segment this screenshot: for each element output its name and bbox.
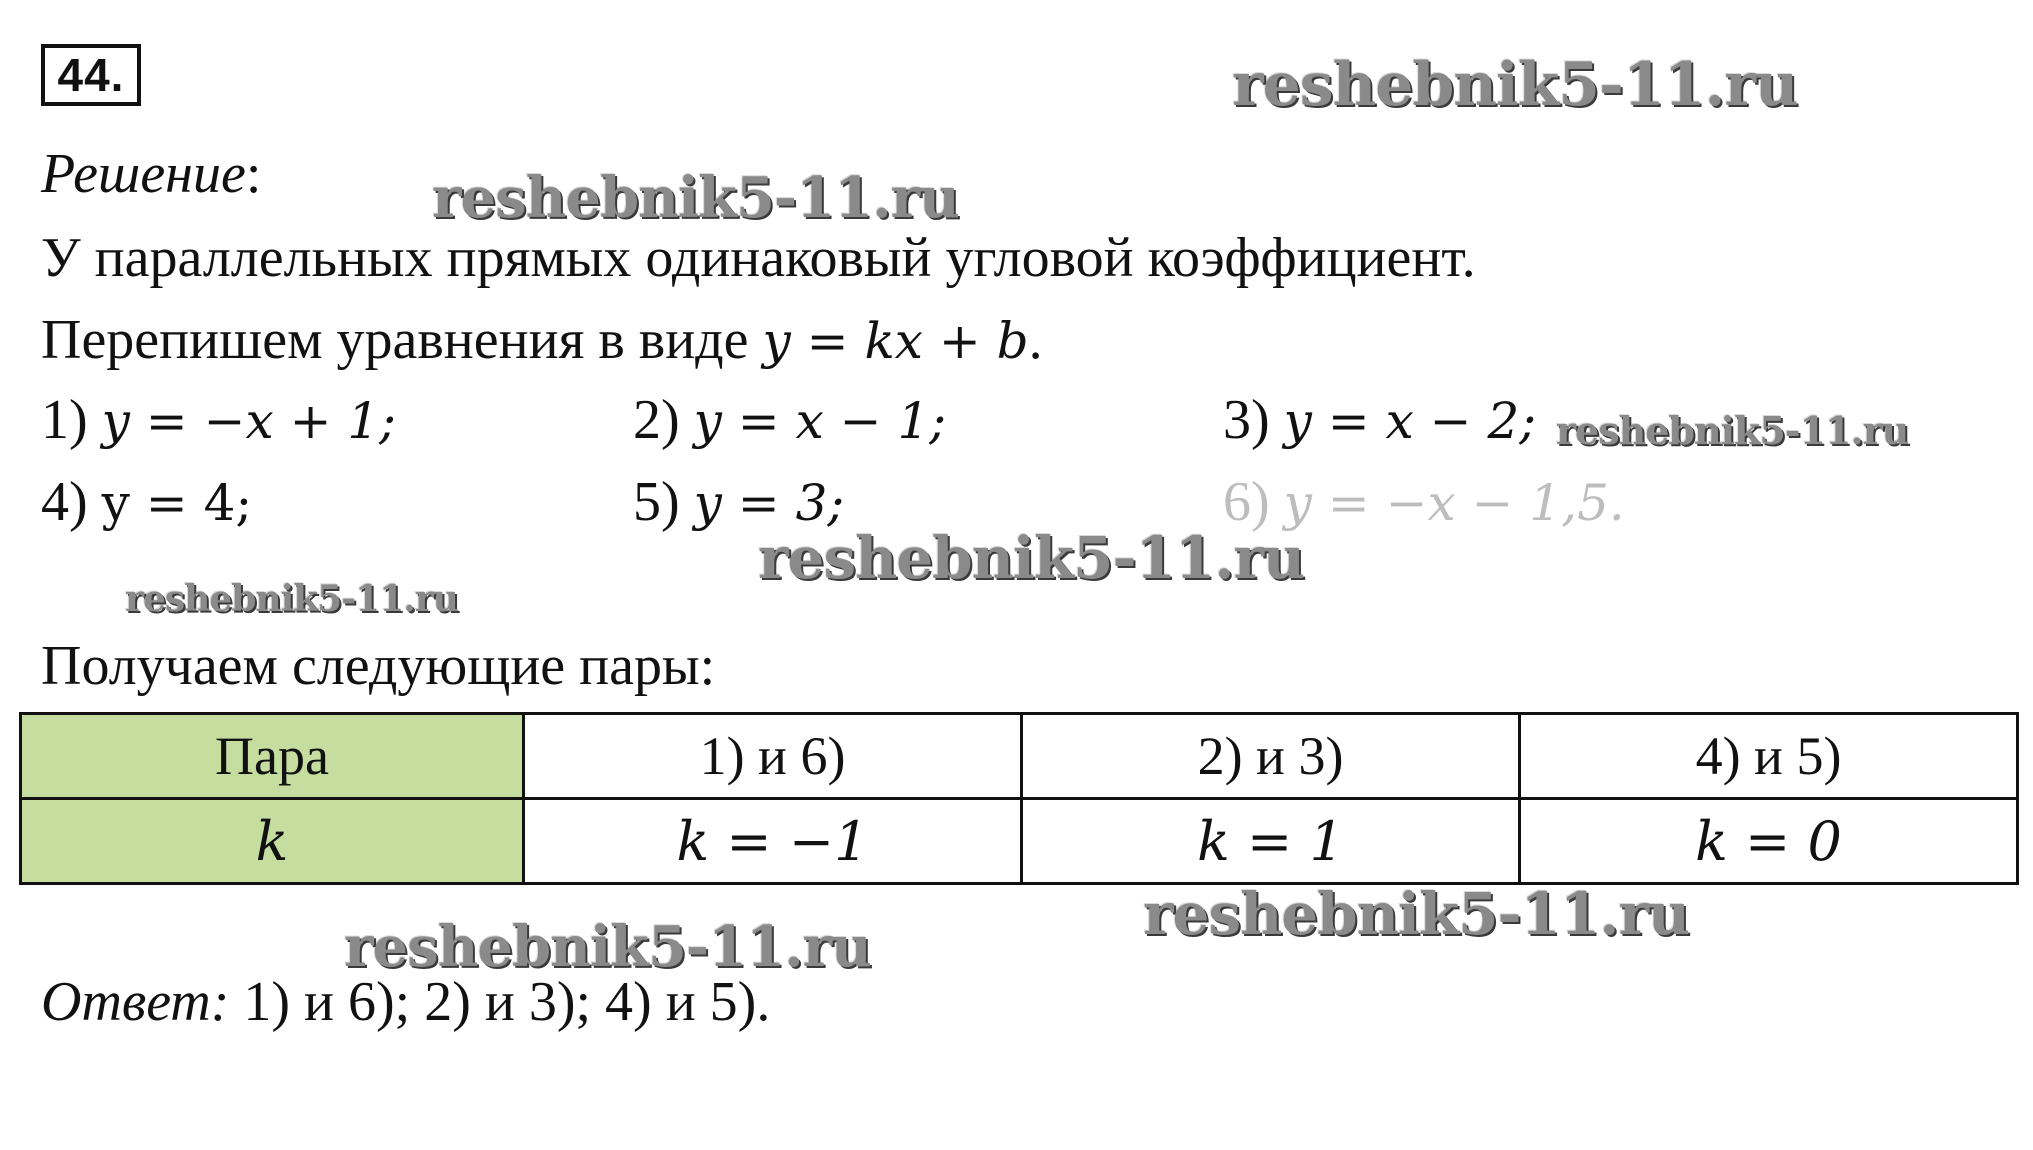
rewrite-suffix: . — [1028, 309, 1043, 371]
watermark: reshebnik5-11.ru — [125, 578, 458, 620]
answer-line — [41, 970, 770, 1034]
equation-2 — [633, 388, 946, 453]
solution-label: Решение — [41, 143, 246, 205]
k-cell: k = 1 — [1022, 799, 1520, 884]
equation-5 — [633, 470, 844, 535]
pair-cell: 4) и 5) — [1520, 714, 2018, 799]
equation-formula: y = −x + 1; — [101, 392, 397, 450]
watermark: reshebnik5-11.ru — [1143, 880, 1690, 948]
equation-4 — [41, 470, 252, 535]
equation-formula: y = −x − 1,5. — [1283, 474, 1625, 532]
solution-colon: : — [245, 143, 262, 205]
watermark: reshebnik5-11.ru — [1556, 408, 1909, 453]
equation-formula: y = x − 1; — [693, 392, 947, 450]
watermark: reshebnik5-11.ru — [432, 165, 959, 231]
equation-formula: y = 4; — [101, 474, 253, 532]
equation-label: 5) — [633, 471, 694, 533]
statement-line: У параллельных прямых одинаковый угловой коэффициент. — [41, 227, 1476, 289]
problem-number: 44. — [41, 44, 141, 106]
pairs-intro: Получаем следующие пары: — [41, 635, 716, 697]
pair-cell: 2) и 3) — [1022, 714, 1520, 799]
pairs-table — [19, 712, 2019, 885]
solution-heading — [41, 142, 261, 206]
row-header-k: k — [21, 799, 524, 884]
equation-1 — [41, 388, 396, 453]
k-cell: k = −1 — [524, 799, 1022, 884]
row-header-pair: Пара — [21, 714, 524, 799]
rewrite-prefix: Перепишем уравнения в виде — [41, 309, 763, 371]
equation-label: 6) — [1223, 471, 1284, 533]
equation-label: 2) — [633, 389, 694, 451]
equation-formula: y = 3; — [693, 474, 845, 532]
equation-formula: y = x − 2; — [1283, 392, 1537, 450]
equation-3 — [1223, 388, 1536, 453]
answer-label: Ответ: — [41, 971, 230, 1033]
equation-label: 3) — [1223, 389, 1284, 451]
equation-label: 4) — [41, 471, 102, 533]
watermark: reshebnik5-11.ru — [344, 914, 871, 980]
table-row — [21, 799, 2018, 884]
equation-label: 1) — [41, 389, 102, 451]
general-formula: y = kx + b — [762, 312, 1029, 370]
watermark: reshebnik5-11.ru — [1232, 50, 1798, 120]
pair-cell: 1) и 6) — [524, 714, 1022, 799]
equation-6 — [1223, 470, 1625, 535]
watermark: reshebnik5-11.ru — [758, 524, 1305, 592]
k-cell: k = 0 — [1520, 799, 2018, 884]
answer-text: 1) и 6); 2) и 3); 4) и 5). — [229, 971, 771, 1033]
table-row — [21, 714, 2018, 799]
rewrite-line — [41, 308, 1043, 373]
